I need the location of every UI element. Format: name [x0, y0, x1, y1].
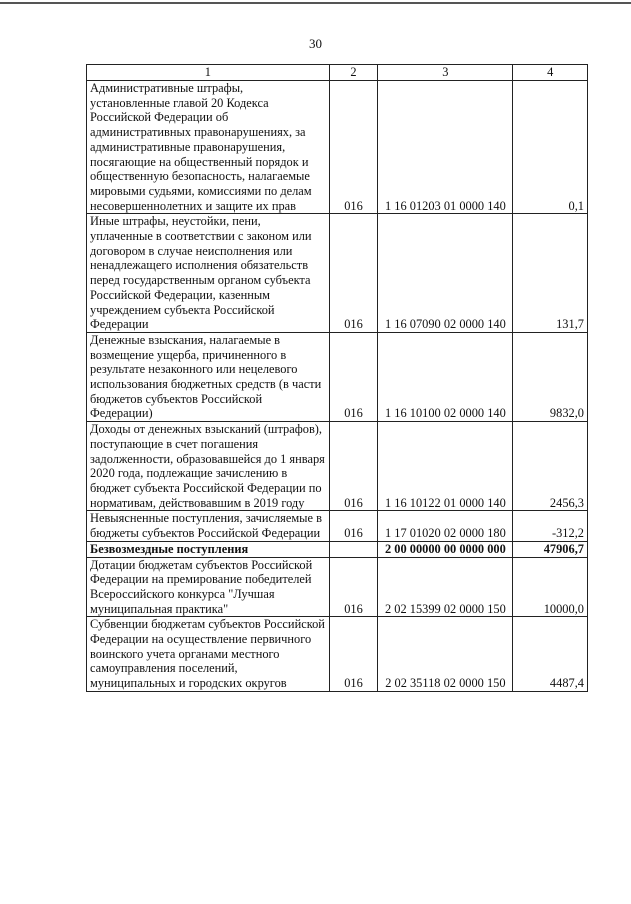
- revenue-name: Субвенции бюджетам субъектов Российской Федерации на осуществление первичного воинского учета органами местного самоуправления поселений, муниципальных и городских округов: [87, 617, 330, 692]
- section-title: Безвозмездные поступления: [87, 541, 330, 557]
- budget-classification-code: 2 02 35118 02 0000 150: [378, 617, 513, 692]
- amount: 2456,3: [513, 422, 588, 511]
- column-header-4: 4: [513, 65, 588, 81]
- amount: 47906,7: [513, 541, 588, 557]
- column-header-2: 2: [329, 65, 378, 81]
- admin-code: 016: [329, 81, 378, 214]
- admin-code: 016: [329, 511, 378, 541]
- amount: -312,2: [513, 511, 588, 541]
- table-row: [87, 214, 588, 333]
- section-total-row: [87, 541, 588, 557]
- table-header-row: [87, 65, 588, 81]
- admin-code: 016: [329, 422, 378, 511]
- revenue-name: Денежные взыскания, налагаемые в возмещение ущерба, причиненного в результате незаконного или нецелевого использования бюджетных средств (в части бюджетов субъектов Российской Федерации): [87, 332, 330, 421]
- page-number: 30: [309, 36, 322, 51]
- table-row: [87, 511, 588, 541]
- budget-classification-code: 2 00 00000 00 0000 000: [378, 541, 513, 557]
- revenue-name: Доходы от денежных взысканий (штрафов), поступающие в счет погашения задолженности, образовавшейся до 1 января 2020 года, подлежащие зачислению в бюджет субъекта Российской Федерации по нормативам, действовавшим в 2019 году: [87, 422, 330, 511]
- admin-code: 016: [329, 617, 378, 692]
- amount: 4487,4: [513, 617, 588, 692]
- amount: 131,7: [513, 214, 588, 333]
- amount: 9832,0: [513, 332, 588, 421]
- admin-code: 016: [329, 332, 378, 421]
- column-header-1: 1: [87, 65, 330, 81]
- table-row: [87, 422, 588, 511]
- table-row: [87, 557, 588, 617]
- amount: 0,1: [513, 81, 588, 214]
- table-row: [87, 617, 588, 692]
- budget-classification-code: 1 16 10122 01 0000 140: [378, 422, 513, 511]
- budget-classification-code: 1 16 10100 02 0000 140: [378, 332, 513, 421]
- budget-classification-code: 1 16 07090 02 0000 140: [378, 214, 513, 333]
- table-row: [87, 332, 588, 421]
- admin-code: 016: [329, 557, 378, 617]
- budget-classification-code: 2 02 15399 02 0000 150: [378, 557, 513, 617]
- revenue-table: [86, 64, 588, 692]
- scan-top-edge: [0, 2, 631, 4]
- revenue-name: Административные штрафы, установленные главой 20 Кодекса Российской Федерации об административных правонарушениях, за административные правонарушения, посягающие на общественный порядок и общественную безопасность, налагаемые мировыми судьями, комиссиями по делам несовершеннолетних и защите их прав: [87, 81, 330, 214]
- budget-classification-code: 1 17 01020 02 0000 180: [378, 511, 513, 541]
- admin-code: [329, 541, 378, 557]
- table-row: [87, 81, 588, 214]
- amount: 10000,0: [513, 557, 588, 617]
- column-header-3: 3: [378, 65, 513, 81]
- budget-classification-code: 1 16 01203 01 0000 140: [378, 81, 513, 214]
- revenue-name: Дотации бюджетам субъектов Российской Федерации на премирование победителей Всероссийского конкурса "Лучшая муниципальная практика": [87, 557, 330, 617]
- admin-code: 016: [329, 214, 378, 333]
- revenue-name: Иные штрафы, неустойки, пени, уплаченные в соответствии с законом или договором в случае неисполнения или ненадлежащего исполнения обязательств перед государственным органом субъекта Российской Федерации, казенным учреждением субъекта Российской Федерации: [87, 214, 330, 333]
- revenue-name: Невыясненные поступления, зачисляемые в бюджеты субъектов Российской Федерации: [87, 511, 330, 541]
